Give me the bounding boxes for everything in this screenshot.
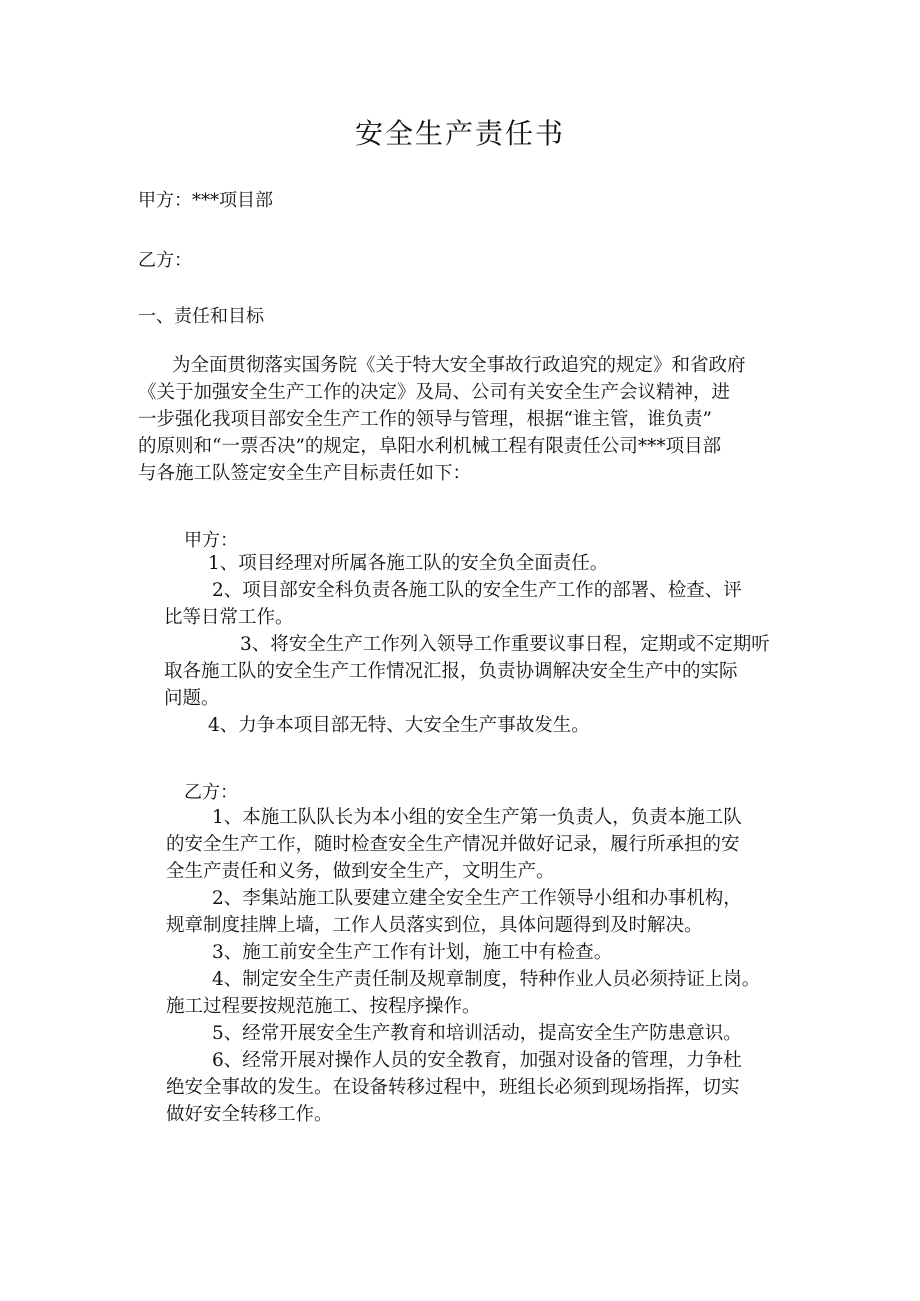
party-a-item-line: 2、项目部安全科负责各施工队的安全生产工作的部署、检查、评: [212, 580, 742, 601]
party-a-item-line: 1、项目经理对所属各施工队的安全负全面责任。: [208, 553, 609, 574]
intro-line: 《关于加强安全生产工作的决定》及局、公司有关安全生产会议精神，进: [138, 382, 731, 403]
party-a-item-line: 4、力争本项目部无特、大安全生产事故发生。: [208, 715, 590, 736]
party-b-item-line: 3、施工前安全生产工作有计划，施工中有检查。: [212, 942, 613, 963]
party-b-item-line: 4、制定安全生产责任制及规章制度，特种作业人员必须持证上岗。: [212, 969, 761, 990]
party-a-item-line: 取各施工队的安全生产工作情况汇报，负责协调解决安全生产中的实际: [164, 661, 738, 682]
section1-heading: 一、责任和目标: [138, 306, 264, 327]
party-a-items: [164, 550, 770, 739]
intro-line: 为全面贯彻落实国务院《关于特大安全事故行政追究的规定》和省政府: [172, 355, 746, 376]
party-a-line: 甲方：***项目部: [138, 190, 273, 211]
party-b-item-line: 1、本施工队队长为本小组的安全生产第一负责人，负责本施工队: [212, 807, 742, 828]
party-b-item-line: 2、李集站施工队要建立建全安全生产工作领导小组和办事机构，: [212, 888, 742, 909]
intro-line: 与各施工队签定安全生产目标责任如下：: [138, 463, 472, 484]
party-b-item-line: 规章制度挂牌上墙，工作人员落实到位，具体问题得到及时解决。: [166, 915, 703, 936]
party-b-item-line: 施工过程要按规范施工、按程序操作。: [166, 996, 481, 1017]
intro-paragraph: [138, 352, 746, 487]
intro-line: 的原则和“一票否决”的规定，阜阳水利机械工程有限责任公司***项目部: [138, 436, 722, 457]
party-b-item-line: 做好安全转移工作。: [166, 1104, 333, 1125]
party-b-item-line: 全生产责任和义务，做到安全生产，文明生产。: [166, 861, 555, 882]
party-b-item-line: 6、经常开展对操作人员的安全教育，加强对设备的管理，力争杜: [212, 1050, 742, 1071]
party-b-items: [166, 804, 760, 1128]
party-a-heading: 甲方：: [184, 530, 238, 551]
party-b-item-line: 绝安全事故的发生。在设备转移过程中，班组长必须到现场指挥，切实: [166, 1077, 740, 1098]
party-b-line: 乙方：: [138, 250, 192, 271]
party-a-item-line: 3、将安全生产工作列入领导工作重要议事日程，定期或不定期听: [240, 634, 770, 655]
document-title: 安全生产责任书: [354, 117, 565, 150]
party-b-item-line: 的安全生产工作，随时检查安全生产情况并做好记录，履行所承担的安: [166, 834, 740, 855]
party-a-item-line: 问题。: [164, 688, 220, 709]
party-b-item-line: 5、经常开展安全生产教育和培训活动，提高安全生产防患意识。: [212, 1023, 742, 1044]
party-b-heading: 乙方：: [184, 782, 238, 803]
intro-line: 一步强化我项目部安全生产工作的领导与管理，根据“谁主管，谁负责”: [138, 409, 712, 430]
party-a-item-line: 比等日常工作。: [164, 607, 294, 628]
